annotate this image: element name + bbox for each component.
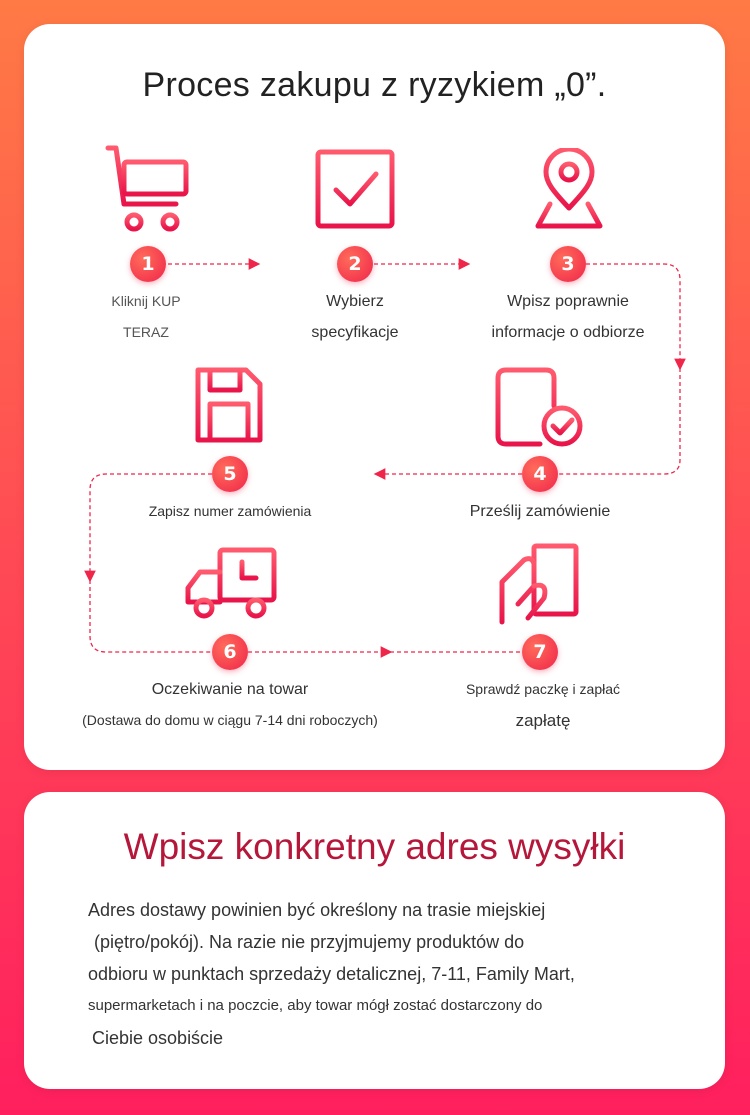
checkbox-icon (314, 148, 396, 230)
shipping-address-card (24, 792, 725, 1089)
address-line: Adres dostawy powinien być określony na trasie miejskiej (88, 900, 546, 920)
address-description (88, 894, 678, 1054)
step-4-label: Prześlij zamówienie (469, 503, 611, 520)
address-title: Wpisz konkretny adres wysyłki (123, 826, 626, 867)
step-2-label: Wybierz specyfikacje (311, 293, 399, 341)
purchase-process-card (24, 24, 725, 770)
step-1-badge: 1 (130, 246, 166, 282)
address-line: Ciebie osobiście (92, 1028, 224, 1048)
delivery-truck-icon (182, 546, 278, 620)
shopping-cart-icon (104, 142, 194, 234)
step-4-badge: 4 (522, 456, 558, 492)
step-6-label: Oczekiwanie na towar (Dostawa do domu w ciągu 7-14 dni roboczych) (82, 681, 378, 728)
step-2-badge: 2 (337, 246, 373, 282)
step-3-badge: 3 (550, 246, 586, 282)
document-check-icon (494, 366, 586, 448)
save-disk-icon (194, 366, 264, 444)
step-7-label: Sprawdź paczkę i zapłać zapłatę (465, 681, 621, 730)
process-title: Proces zakupu z ryzykiem „0”. (142, 66, 607, 104)
step-1-label: Kliknij KUP TERAZ (111, 293, 181, 340)
address-line: odbioru w punktach sprzedaży detalicznej, 7-11, Family Mart, (88, 964, 575, 984)
address-line: (piętro/pokój). Na razie nie przyjmujemy produktów do (94, 932, 525, 952)
step-5-label: Zapisz numer zamówienia (148, 503, 312, 519)
hand-card-icon (498, 542, 582, 626)
process-flow-arrows (24, 24, 725, 770)
step-3-label: Wpisz poprawnie informacje o odbiorze (491, 293, 645, 341)
address-line: supermarketach i na poczcie, aby towar mógł zostać dostarczony do (88, 997, 543, 1014)
step-7-badge: 7 (522, 634, 558, 670)
location-pin-icon (532, 148, 606, 230)
step-6-badge: 6 (212, 634, 248, 670)
step-5-badge: 5 (212, 456, 248, 492)
